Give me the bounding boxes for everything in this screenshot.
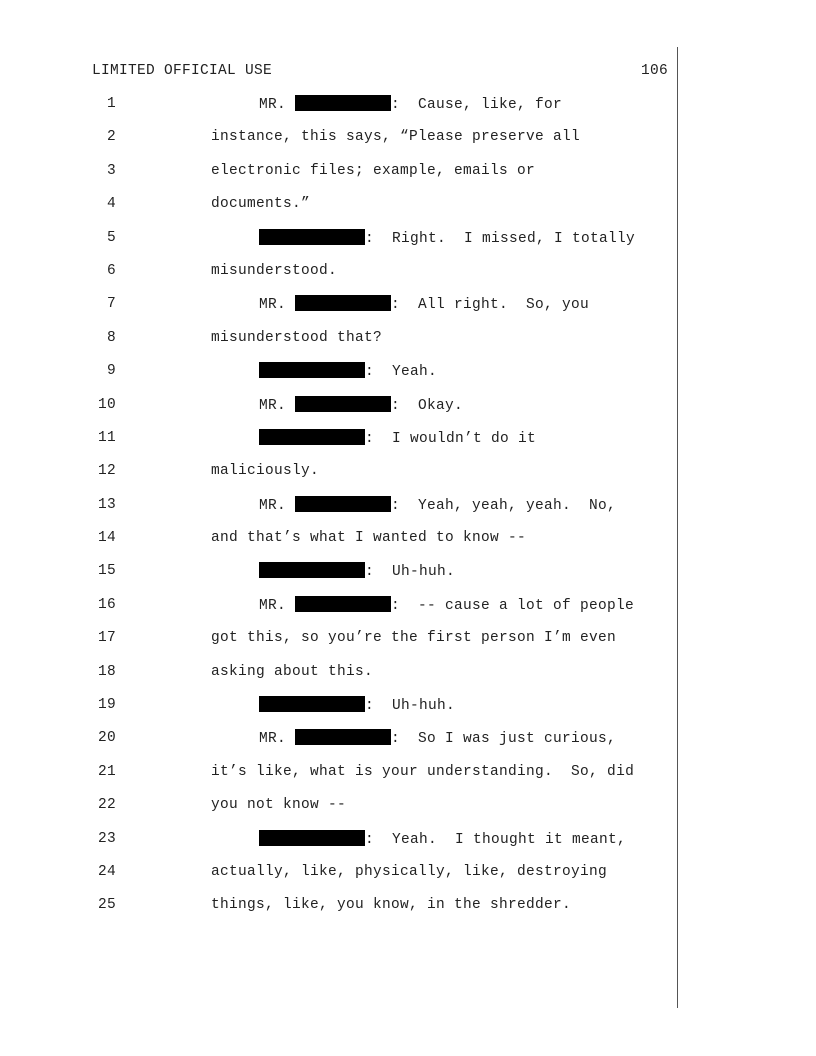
line-number: 15 <box>97 563 116 580</box>
line-number: 16 <box>97 596 116 613</box>
transcript-line <box>0 663 816 696</box>
line-text <box>211 629 616 647</box>
line-text <box>211 262 337 280</box>
line-text <box>211 763 634 781</box>
transcript-line <box>0 429 816 462</box>
speaker-prefix: MR. <box>259 731 296 748</box>
speech-text: : Okay. <box>391 397 464 414</box>
transcript-body <box>0 95 816 930</box>
line-text <box>211 329 382 347</box>
line-text <box>259 295 589 314</box>
line-number: 23 <box>97 830 116 847</box>
transcript-line <box>0 763 816 796</box>
speaker-prefix: MR. <box>259 97 296 113</box>
speech-text: it’s like, what is your understanding. So, did <box>211 763 635 780</box>
line-number: 21 <box>97 763 116 780</box>
line-text <box>259 229 635 248</box>
line-text <box>259 362 437 381</box>
speech-text: : Yeah. I thought it meant, <box>365 831 627 848</box>
line-number: 19 <box>97 697 116 714</box>
line-number: 25 <box>97 897 116 914</box>
transcript-line <box>0 329 816 362</box>
transcript-line <box>0 863 816 896</box>
transcript-line <box>0 896 816 929</box>
speech-text: maliciously. <box>211 463 320 480</box>
line-text <box>211 195 310 213</box>
speech-text: : Yeah. <box>365 364 438 381</box>
line-number: 6 <box>106 262 116 279</box>
line-text <box>211 128 580 146</box>
speech-text: : Yeah, yeah, yeah. No, <box>391 497 617 514</box>
redaction-box <box>259 362 365 378</box>
speaker-prefix: MR. <box>259 497 296 514</box>
speech-text: misunderstood that? <box>211 329 383 346</box>
speech-text: asking about this. <box>211 663 374 680</box>
redaction-box <box>259 830 365 846</box>
speech-text: : Uh-huh. <box>365 698 456 715</box>
page-number: 106 <box>640 63 668 79</box>
transcript-line <box>0 596 816 629</box>
transcript-line <box>0 95 816 128</box>
speech-text: and that’s what I wanted to know -- <box>211 530 527 547</box>
line-text <box>211 462 319 480</box>
line-number: 12 <box>97 463 116 480</box>
speech-text: you not know -- <box>211 797 347 814</box>
line-text <box>259 596 634 615</box>
speech-text: : I wouldn’t do it <box>365 430 537 447</box>
speech-text: : Uh-huh. <box>365 564 456 581</box>
transcript-line <box>0 629 816 662</box>
redaction-box <box>295 496 391 512</box>
transcript-line <box>0 362 816 395</box>
line-number: 2 <box>106 129 116 146</box>
transcript-line <box>0 295 816 328</box>
transcript-line <box>0 396 816 429</box>
line-text <box>211 796 346 814</box>
line-text <box>259 496 616 515</box>
line-text <box>259 562 455 581</box>
classification-label: LIMITED OFFICIAL USE <box>92 63 273 79</box>
redaction-box <box>259 429 365 445</box>
line-text <box>259 429 536 448</box>
line-number: 5 <box>106 229 116 246</box>
transcript-line <box>0 529 816 562</box>
redaction-box <box>295 729 391 745</box>
line-number: 8 <box>106 329 116 346</box>
speech-text: things, like, you know, in the shredder. <box>211 897 572 914</box>
transcript-line <box>0 696 816 729</box>
line-text <box>259 95 562 114</box>
line-number: 3 <box>106 162 116 179</box>
speaker-prefix: MR. <box>259 297 296 314</box>
speech-text: misunderstood. <box>211 262 338 279</box>
line-text <box>211 663 373 681</box>
line-number: 4 <box>106 196 116 213</box>
line-text <box>259 396 463 415</box>
speech-text: documents.” <box>211 196 311 213</box>
redaction-box <box>259 696 365 712</box>
line-number: 18 <box>97 663 116 680</box>
redaction-box <box>295 396 391 412</box>
transcript-line <box>0 729 816 762</box>
line-number: 17 <box>97 630 116 647</box>
speech-text: actually, like, physically, like, destroying <box>211 863 608 880</box>
transcript-line <box>0 162 816 195</box>
transcript-line <box>0 128 816 161</box>
line-number: 1 <box>106 96 116 112</box>
transcript-line <box>0 262 816 295</box>
transcript-line <box>0 796 816 829</box>
speech-text: electronic files; example, emails or <box>211 162 536 179</box>
speaker-prefix: MR. <box>259 597 296 614</box>
line-text <box>259 830 626 849</box>
speech-text: : So I was just curious, <box>391 731 617 748</box>
line-number: 14 <box>97 530 116 547</box>
transcript-line <box>0 195 816 228</box>
line-text <box>259 696 455 715</box>
speech-text: got this, so you’re the first person I’m even <box>211 630 617 647</box>
line-number: 24 <box>97 863 116 880</box>
speech-text: : -- cause a lot of people <box>391 597 635 614</box>
line-text <box>211 896 571 914</box>
redaction-box <box>295 95 391 111</box>
speech-text: : Cause, like, for <box>391 97 563 113</box>
line-text <box>259 729 616 748</box>
transcript-line <box>0 462 816 495</box>
speaker-prefix: MR. <box>259 397 296 414</box>
redaction-box <box>259 562 365 578</box>
line-number: 11 <box>97 429 116 446</box>
line-text <box>211 529 526 547</box>
transcript-line <box>0 229 816 262</box>
line-number: 7 <box>106 296 116 313</box>
line-number: 10 <box>97 396 116 413</box>
line-text <box>211 162 535 180</box>
transcript-line <box>0 830 816 863</box>
speech-text: : All right. So, you <box>391 297 590 314</box>
transcript-line <box>0 496 816 529</box>
line-text <box>211 863 607 881</box>
redaction-box <box>259 229 365 245</box>
line-number: 20 <box>97 730 116 747</box>
line-number: 9 <box>106 363 116 380</box>
line-number: 22 <box>97 797 116 814</box>
redaction-box <box>295 596 391 612</box>
speech-text: : Right. I missed, I totally <box>365 230 636 247</box>
speech-text: instance, this says, “Please preserve all <box>211 129 581 146</box>
transcript-line <box>0 562 816 595</box>
line-number: 13 <box>97 496 116 513</box>
redaction-box <box>295 295 391 311</box>
